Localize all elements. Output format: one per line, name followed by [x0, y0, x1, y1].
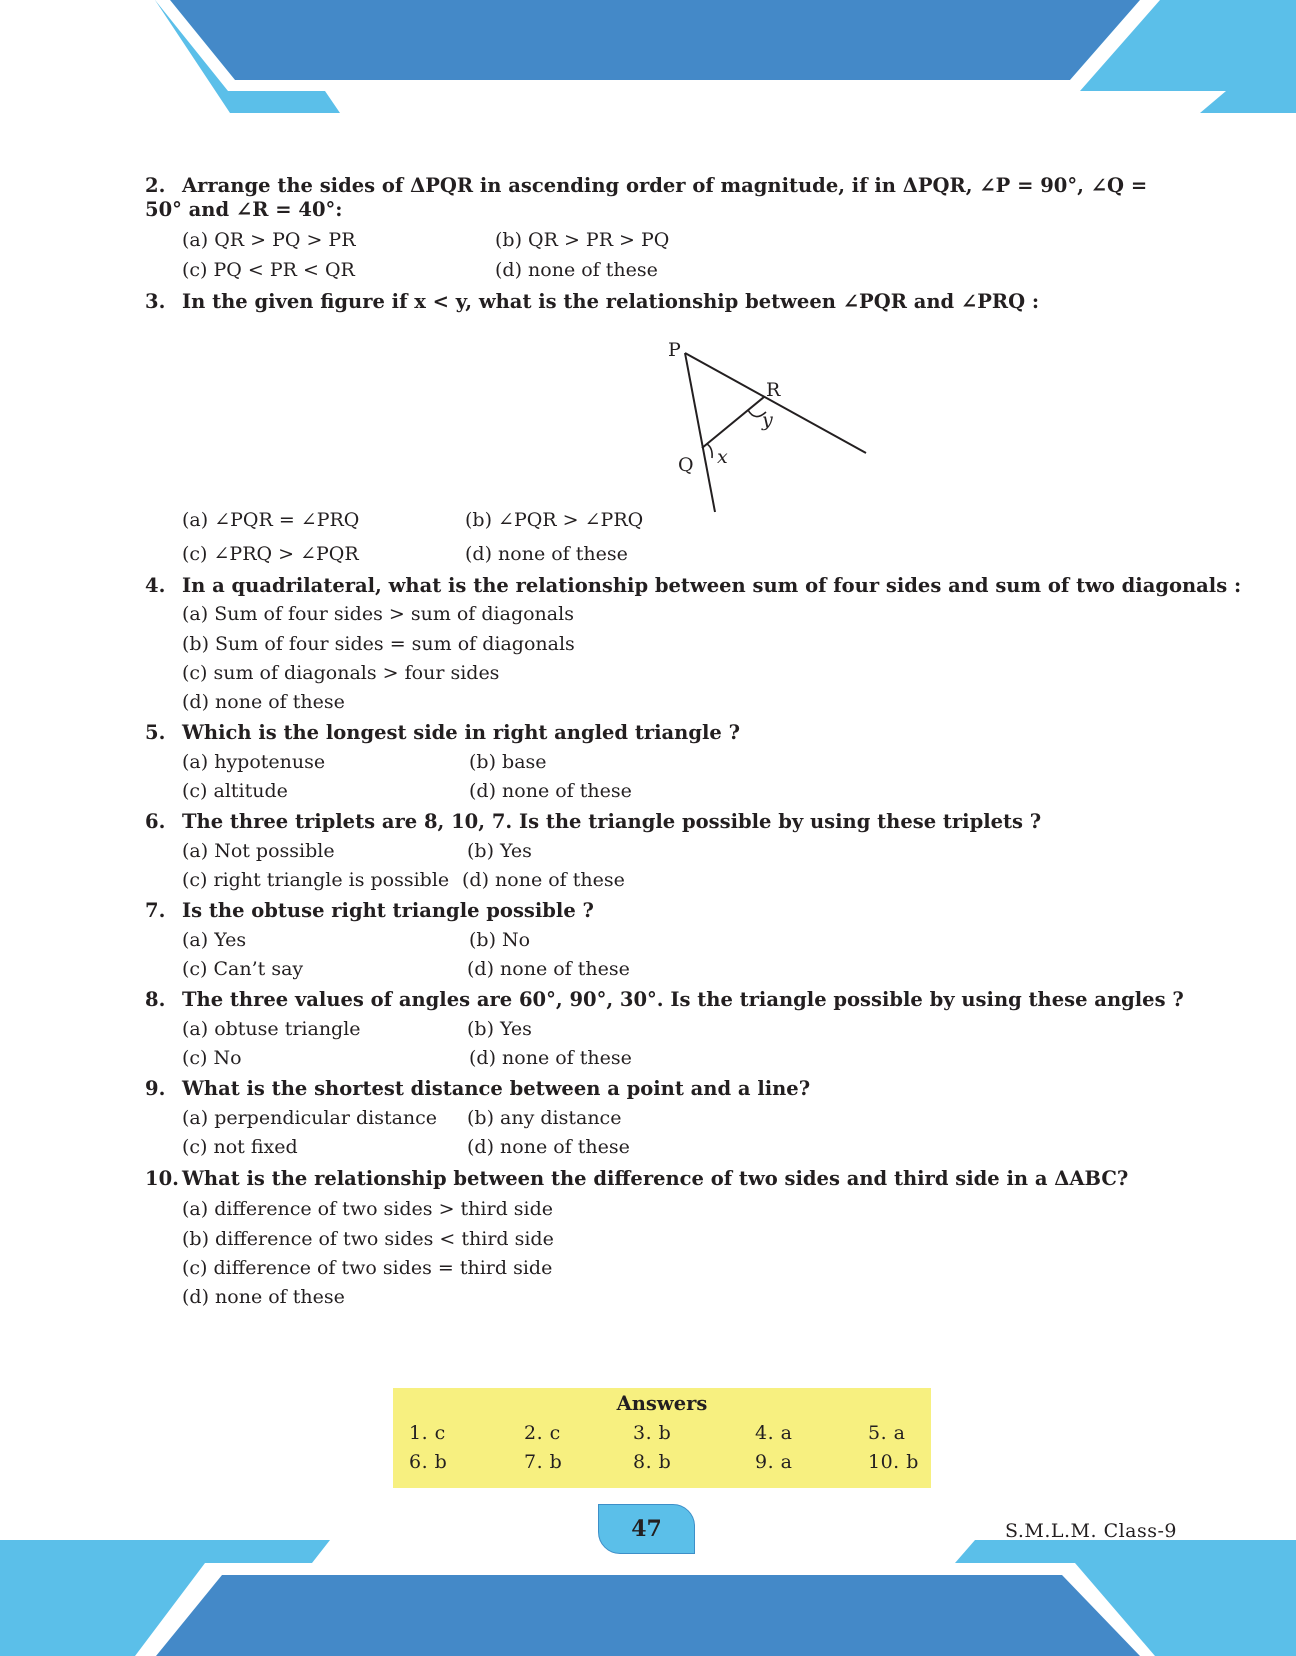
option-a: (a) QR > PQ > PR [182, 229, 356, 251]
question-number: 5. [145, 721, 166, 744]
option-d: (d) none of these [469, 780, 632, 802]
question-3 [145, 290, 1039, 314]
question-10 [145, 1167, 1128, 1191]
label-q: Q [678, 454, 694, 476]
footer-label: S.M.L.M. Class-9 [1005, 1520, 1178, 1542]
answers-box [393, 1388, 931, 1488]
option-b: (b) No [469, 929, 531, 951]
question-text: Which is the longest side in right angled triangle ? [182, 721, 741, 744]
question-number: 7. [145, 899, 166, 922]
question-text: In a quadrilateral, what is the relationship between sum of four sides and sum of two diagonals : [182, 574, 1242, 597]
option-a: (a) difference of two sides > third side [182, 1198, 554, 1220]
label-y: y [762, 409, 773, 431]
answer-item: 1. c [409, 1422, 446, 1444]
answer-item: 2. c [524, 1422, 561, 1444]
question-2 [145, 174, 1155, 222]
answer-item: 8. b [633, 1451, 672, 1473]
question-number: 3. [145, 290, 166, 313]
option-d: (d) none of these [182, 1286, 345, 1308]
option-b: (b) QR > PR > PQ [495, 229, 670, 251]
question-7 [145, 899, 594, 923]
answer-item: 9. a [755, 1451, 793, 1473]
option-d: (d) none of these [467, 958, 630, 980]
option-b: (b) difference of two sides < third side [182, 1228, 554, 1250]
answer-item: 3. b [633, 1422, 672, 1444]
option-b: (b) any distance [467, 1107, 622, 1129]
option-a: (a) obtuse triangle [182, 1018, 361, 1040]
option-d: (d) none of these [462, 869, 625, 891]
question-number: 6. [145, 810, 166, 833]
option-d: (d) none of these [469, 1047, 632, 1069]
option-b: (b) Yes [467, 1018, 532, 1040]
question-number: 4. [145, 574, 166, 597]
question-text: Arrange the sides of ΔPQR in ascending order of magnitude, if in ΔPQR, ∠P = 90°, ∠Q = 50° and ∠R = 40°: [145, 174, 1148, 221]
question-5 [145, 721, 740, 745]
question-text: What is the shortest distance between a point and a line? [182, 1077, 811, 1100]
footer-decoration [0, 1540, 1296, 1656]
option-b: (b) base [469, 751, 547, 773]
option-c: (c) Can’t say [182, 958, 304, 980]
option-a: (a) perpendicular distance [182, 1107, 438, 1129]
option-d: (d) none of these [495, 259, 658, 281]
answer-item: 4. a [755, 1422, 793, 1444]
option-c: (c) sum of diagonals > four sides [182, 662, 500, 684]
answer-item: 5. a [868, 1422, 906, 1444]
question-text: In the given figure if x < y, what is the relationship between ∠PQR and ∠PRQ : [182, 290, 1040, 313]
answers-title: Answers [616, 1392, 708, 1415]
question-text: The three values of angles are 60°, 90°, 30°. Is the triangle possible by using these angles ? [182, 988, 1184, 1011]
question-text: The three triplets are 8, 10, 7. Is the triangle possible by using these triplets ? [182, 810, 1042, 833]
option-a: (a) ∠PQR = ∠PRQ [182, 509, 360, 531]
question-text: Is the obtuse right triangle possible ? [182, 899, 594, 922]
option-b: (b) Yes [467, 840, 532, 862]
header-decoration [0, 0, 1296, 120]
option-c: (c) PQ < PR < QR [182, 259, 355, 281]
option-c: (c) altitude [182, 780, 288, 802]
question-number: 9. [145, 1077, 166, 1100]
question-4 [145, 574, 1241, 598]
option-d: (d) none of these [182, 691, 345, 713]
option-c: (c) not fixed [182, 1136, 298, 1158]
answer-item: 10. b [868, 1451, 919, 1473]
triangle-figure [660, 330, 880, 520]
option-a: (a) Not possible [182, 840, 335, 862]
option-c: (c) right triangle is possible [182, 869, 450, 891]
option-c: (c) No [182, 1047, 242, 1069]
label-p: P [668, 339, 681, 361]
answer-item: 7. b [524, 1451, 563, 1473]
question-6 [145, 810, 1041, 834]
question-text: What is the relationship between the difference of two sides and third side in a ΔABC? [182, 1167, 1129, 1190]
option-c: (c) difference of two sides = third side [182, 1257, 553, 1279]
question-8 [145, 988, 1184, 1012]
question-number: 8. [145, 988, 166, 1011]
option-a: (a) Sum of four sides > sum of diagonals [182, 603, 574, 625]
option-a: (a) hypotenuse [182, 751, 326, 773]
question-number: 2. [145, 174, 166, 197]
question-number: 10. [145, 1167, 179, 1190]
option-d: (d) none of these [467, 1136, 630, 1158]
label-r: R [766, 379, 781, 401]
option-b: (b) ∠PQR > ∠PRQ [465, 509, 644, 531]
page-number: 47 [598, 1504, 695, 1554]
question-9 [145, 1077, 810, 1101]
option-a: (a) Yes [182, 929, 247, 951]
label-x: x [717, 446, 728, 468]
option-c: (c) ∠PRQ > ∠PQR [182, 543, 359, 565]
option-d: (d) none of these [465, 543, 628, 565]
option-b: (b) Sum of four sides = sum of diagonals [182, 633, 575, 655]
answer-item: 6. b [409, 1451, 448, 1473]
